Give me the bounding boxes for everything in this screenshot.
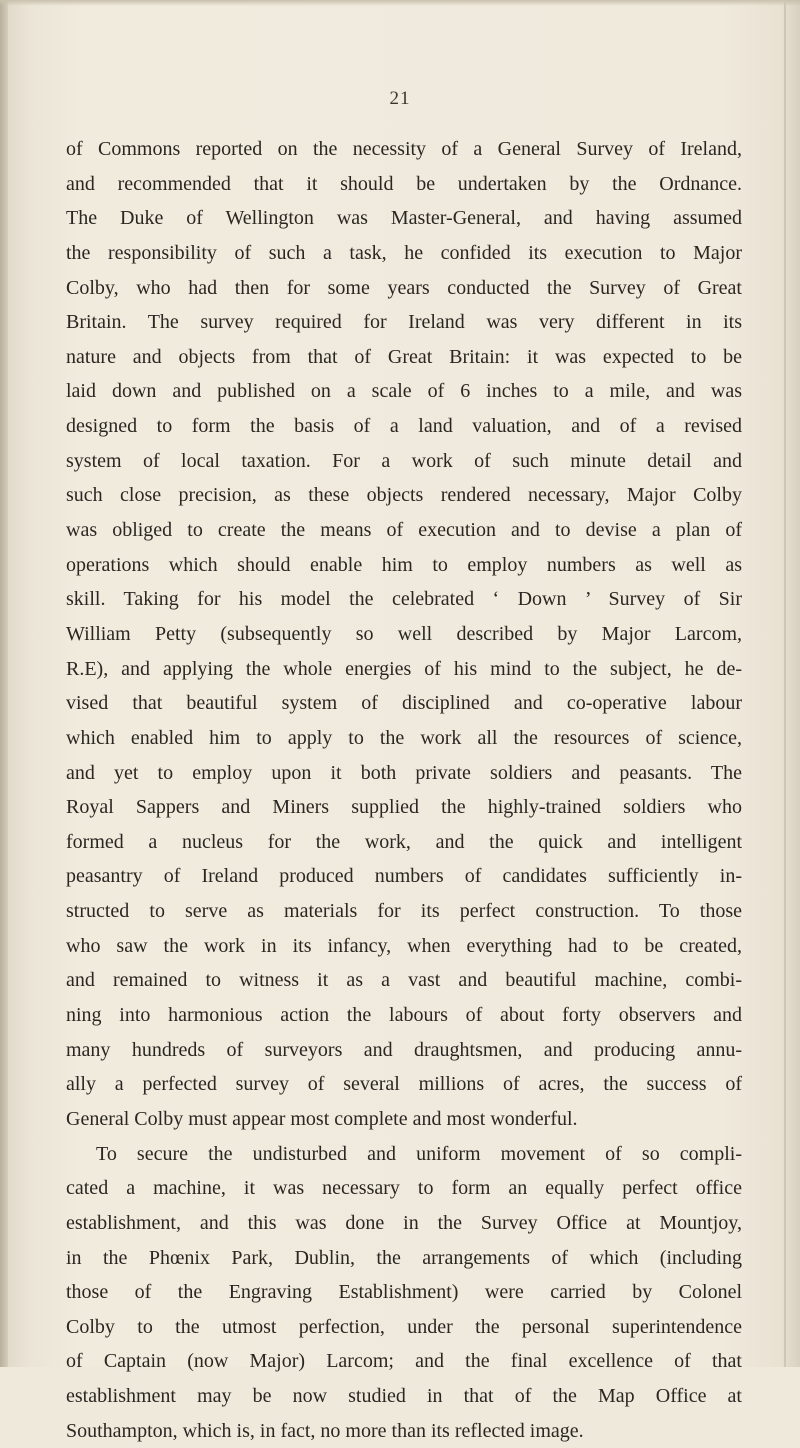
text-line: such close precision, as these objects rendered necessary, Major Colby xyxy=(66,484,742,507)
body-text xyxy=(66,132,742,1448)
text-line: and yet to employ upon it both private soldiers and peasants. The xyxy=(66,761,742,784)
text-line: Colby, who had then for some years conducted the Survey of Great xyxy=(66,276,742,299)
text-line: William Petty (subsequently so well described by Major Larcom, xyxy=(66,622,742,645)
text-line: the responsibility of such a task, he confided its execution to Major xyxy=(66,241,742,264)
text-line: laid down and published on a scale of 6 inches to a mile, and was xyxy=(66,380,742,403)
text-line: General Colby must appear most complete and most wonderful. xyxy=(66,1107,578,1130)
text-line: and remained to witness it as a vast and beautiful machine, combi- xyxy=(66,969,742,992)
text-line: skill. Taking for his model the celebrated ‘ Down ’ Survey of Sir xyxy=(66,588,742,611)
text-line: R.E), and applying the whole energies of his mind to the subject, he de- xyxy=(66,657,742,680)
text-line: of Commons reported on the necessity of a General Survey of Ireland, xyxy=(66,138,742,160)
text-line: designed to form the basis of a land valuation, and of a revised xyxy=(66,415,742,438)
text-line: nature and objects from that of Great Britain: it was expected to be xyxy=(66,345,742,368)
text-line: ally a perfected survey of several millions of acres, the success of xyxy=(66,1073,742,1096)
text-line: peasantry of Ireland produced numbers of candidates sufficiently in- xyxy=(66,865,742,888)
page-top-edge xyxy=(0,0,800,6)
text-line: those of the Engraving Establishment) were carried by Colonel xyxy=(66,1281,742,1304)
text-line: was obliged to create the means of execution and to devise a plan of xyxy=(66,519,742,542)
text-line: which enabled him to apply to the work all the resources of science, xyxy=(66,726,742,749)
text-line: Colby to the utmost perfection, under the personal superintendence xyxy=(66,1315,742,1338)
text-line: cated a machine, it was necessary to form an equally perfect office xyxy=(66,1177,742,1200)
text-line: establishment, and this was done in the Survey Office at Mountjoy, xyxy=(66,1211,742,1234)
page-number: 21 xyxy=(389,88,411,109)
text-line: many hundreds of surveyors and draughtsmen, and producing annu- xyxy=(66,1038,742,1061)
page-binding-edge xyxy=(0,0,8,1367)
page-right-edge-line xyxy=(784,0,786,1367)
text-line: Southampton, which is, in fact, no more than its reflected image. xyxy=(66,1419,584,1442)
text-line: To secure the undisturbed and uniform movement of so compli- xyxy=(96,1142,742,1165)
text-line: who saw the work in its infancy, when everything had to be created, xyxy=(66,934,742,957)
text-line: Royal Sappers and Miners supplied the highly-trained soldiers who xyxy=(66,796,742,819)
text-line: operations which should enable him to employ numbers as well as xyxy=(66,553,742,576)
text-line: ning into harmonious action the labours of about forty observers and xyxy=(66,1004,742,1027)
text-line: formed a nucleus for the work, and the quick and intelligent xyxy=(66,830,742,853)
text-line: Britain. The survey required for Ireland was very different in its xyxy=(66,311,742,334)
text-line: in the Phœnix Park, Dublin, the arrangements of which (including xyxy=(66,1246,742,1269)
text-line: and recommended that it should be undertaken by the Ordnance. xyxy=(66,172,742,195)
text-line: structed to serve as materials for its perfect construction. To those xyxy=(66,900,742,923)
text-line: system of local taxation. For a work of such minute detail and xyxy=(66,449,742,472)
text-line: establishment may be now studied in that of the Map Office at xyxy=(66,1385,742,1408)
text-line: vised that beautiful system of disciplined and co-operative labour xyxy=(66,692,742,715)
text-line: The Duke of Wellington was Master-General, and having assumed xyxy=(66,207,742,230)
text-line: of Captain (now Major) Larcom; and the final excellence of that xyxy=(66,1350,742,1373)
